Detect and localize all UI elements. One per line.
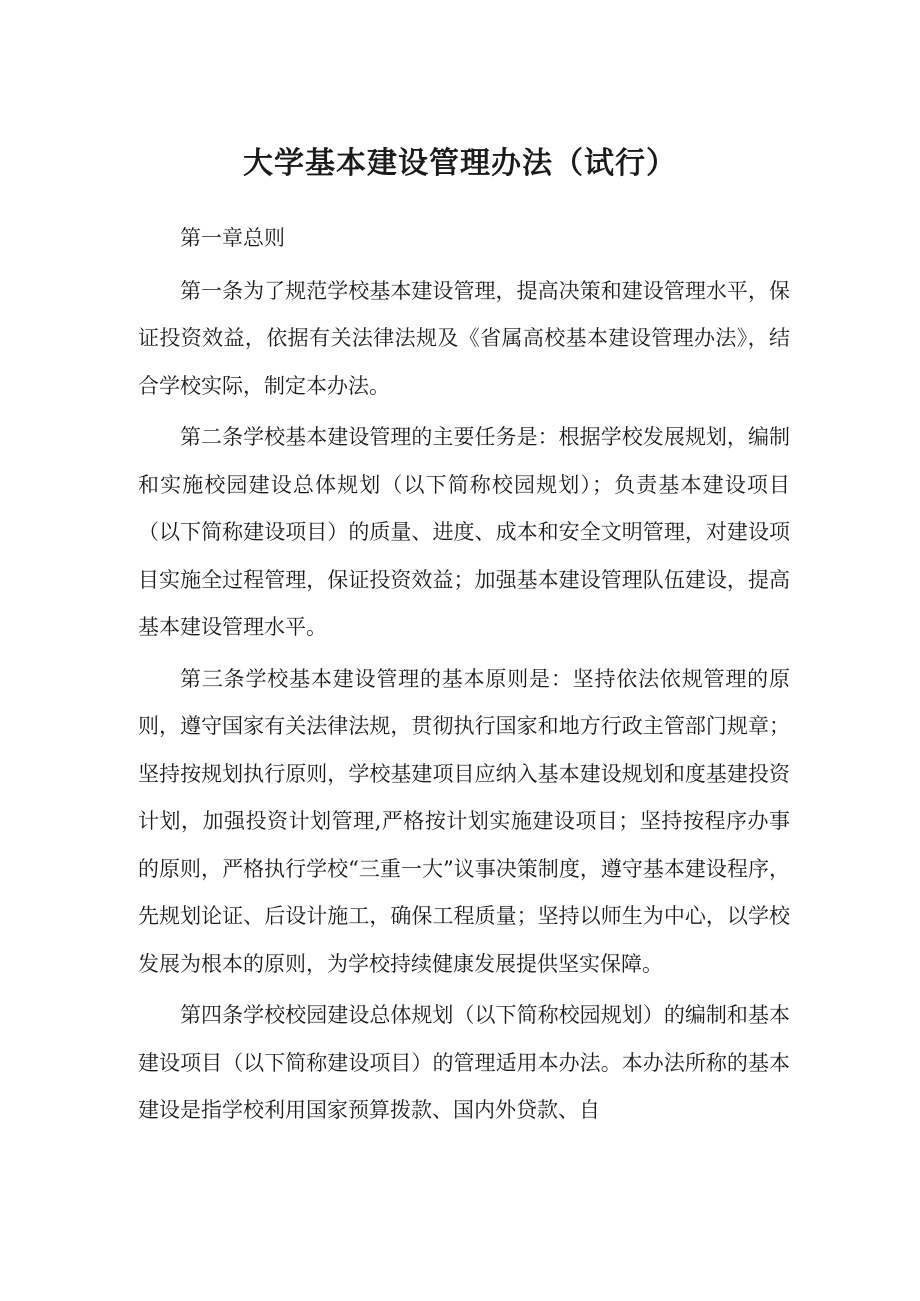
article-4: 第四条学校校园建设总体规划（以下简称校园规划）的编制和基本建设项目（以下简称建设项目）的管理适用本办法。本办法所称的基本建设是指学校利用国家预算拨款、国内外贷款、自 [138,1003,790,1122]
chapter-heading: 第一章总则 [180,226,285,250]
article-1: 第一条为了规范学校基本建设管理，提高决策和建设管理水平，保证投资效益，依据有关法律法规及《省属高校基本建设管理办法》，结合学校实际，制定本办法。 [138,278,790,398]
document-body [138,215,790,1139]
document-title: 大学基本建设管理办法（试行） [243,146,677,181]
article-3: 第三条学校基本建设管理的基本原则是：坚持依法依规管理的原则，遵守国家有关法律法规，贯彻执行国家和地方行政主管部门规章；坚持按规划执行原则，学校基建项目应纳入基本建设规划和度基建投资计划，加强投资计划管理,严格按计划实施建设项目；坚持按程序办事的原则，严格执行学校“三重一大”议事决策制度，遵守基本建设程序，先规划论证、后设计施工，确保工程质量；坚持以师生为中心，以学校发展为根本的原则，为学校持续健康发展提供坚实保障。 [138,666,790,976]
article-2: 第二条学校基本建设管理的主要任务是：根据学校发展规划，编制和实施校园建设总体规划（以下简称校园规划）；负责基本建设项目（以下简称建设项目）的质量、进度、成本和安全文明管理，对建设项目实施全过程管理，保证投资效益；加强基本建设管理队伍建设，提高基本建设管理水平。 [138,425,790,639]
